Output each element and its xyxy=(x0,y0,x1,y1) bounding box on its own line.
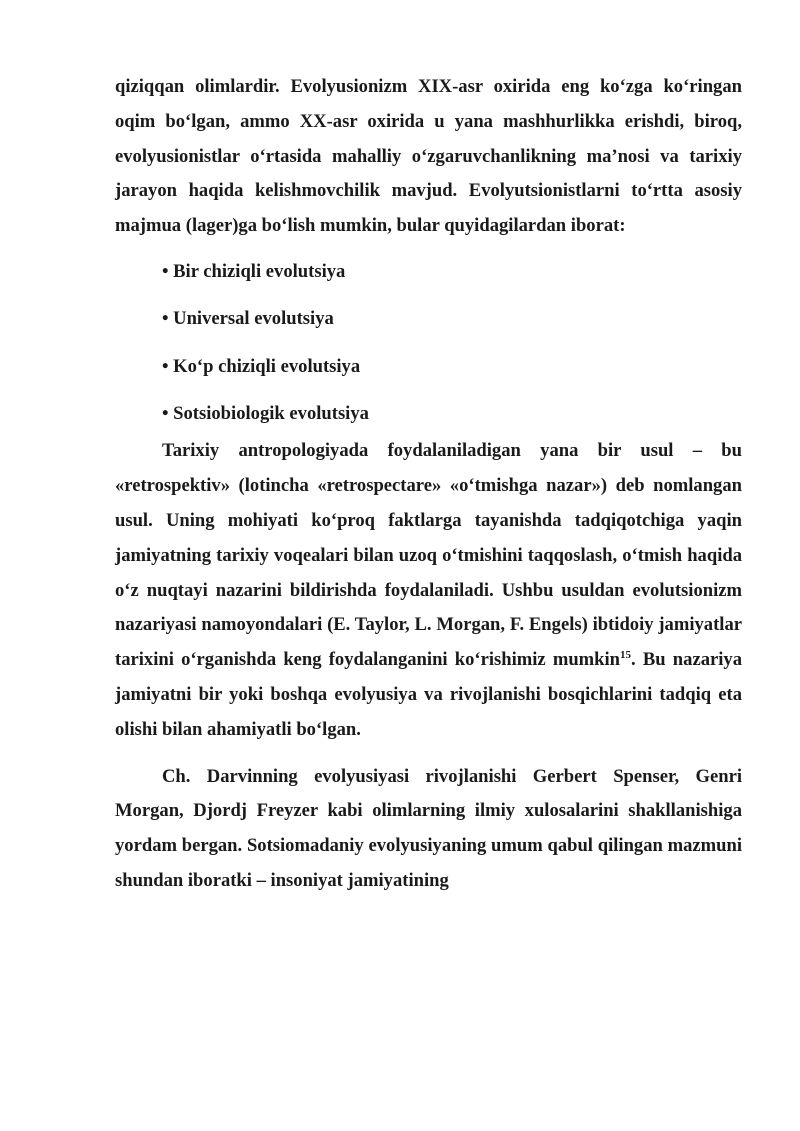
evolution-types-list xyxy=(115,255,742,435)
paragraph-retrospective-text: Tarixiy antropologiyada foydalaniladigan yana bir usul – bu «retrospektiv» (lotincha «retrospectare» «o‘tmishga nazar») deb nomlangan usul. Uning mohiyati ko‘proq faktlarga tayanishda tadqiqotchiga yaqin jamiyatning tarixiy voqealari bilan uzoq o‘tmishini taqqoslash, o‘tmish haqida o‘z nuqtayi nazarini bildirishda foydalaniladi. Ushbu usuldan evolutsionizm nazariyasi namoyondalari (E. Taylor, L. Morgan, F. Engels) ibtidoiy jamiyatlar tarixini o‘rganishda keng foydalanganini ko‘rishimiz mumkin xyxy=(115,440,742,671)
paragraph-retrospective-tail: . Bu nazariya jamiyatni bir yoki boshqa evolyusiya va rivojlanishi bosqichlarini tadqiq eta olishi bilan ahamiyatli bo‘lgan. xyxy=(115,649,743,740)
list-item: • Universal evolutsiya xyxy=(162,308,334,330)
list-item: • Sotsiobiologik evolutsiya xyxy=(162,403,369,425)
footnote-reference[interactable]: 15 xyxy=(620,649,632,662)
paragraph-darwin: Ch. Darvinning evolyusiyasi rivojlanishi Gerbert Spenser, Genri Morgan, Djordj Freyzer kabi olimlarning ilmiy xulosalarini shakllanishiga yordam bergan. Sotsiomadaniy evolyusiyaning umum qabul qilingan mazmuni shundan iboratki – insoniyat jamiyatining xyxy=(115,765,742,892)
paragraph-retrospective-method xyxy=(115,434,742,747)
paragraph-intro: qiziqqan olimlardir. Evolyusionizm XIX-asr oxirida eng ko‘zga ko‘ringan oqim bo‘lgan, ammo XX-asr oxirida u yana mashhurlikka erishdi, biroq, evolyusionistlar o‘rtasida mahalliy o‘zgaruvchanlikning ma’nosi va tarixiy jarayon haqida kelishmovchilik mavjud. Evolyutsionistlarni to‘rtta asosiy majmua (lager)ga bo‘lish mumkin, bular quyidagilardan iborat: xyxy=(115,76,742,237)
document-page xyxy=(115,70,742,899)
evolution-types-list-wrap xyxy=(115,255,742,435)
list-item: • Bir chiziqli evolutsiya xyxy=(162,260,346,282)
list-item: • Ko‘p chiziqli evolutsiya xyxy=(162,355,361,377)
